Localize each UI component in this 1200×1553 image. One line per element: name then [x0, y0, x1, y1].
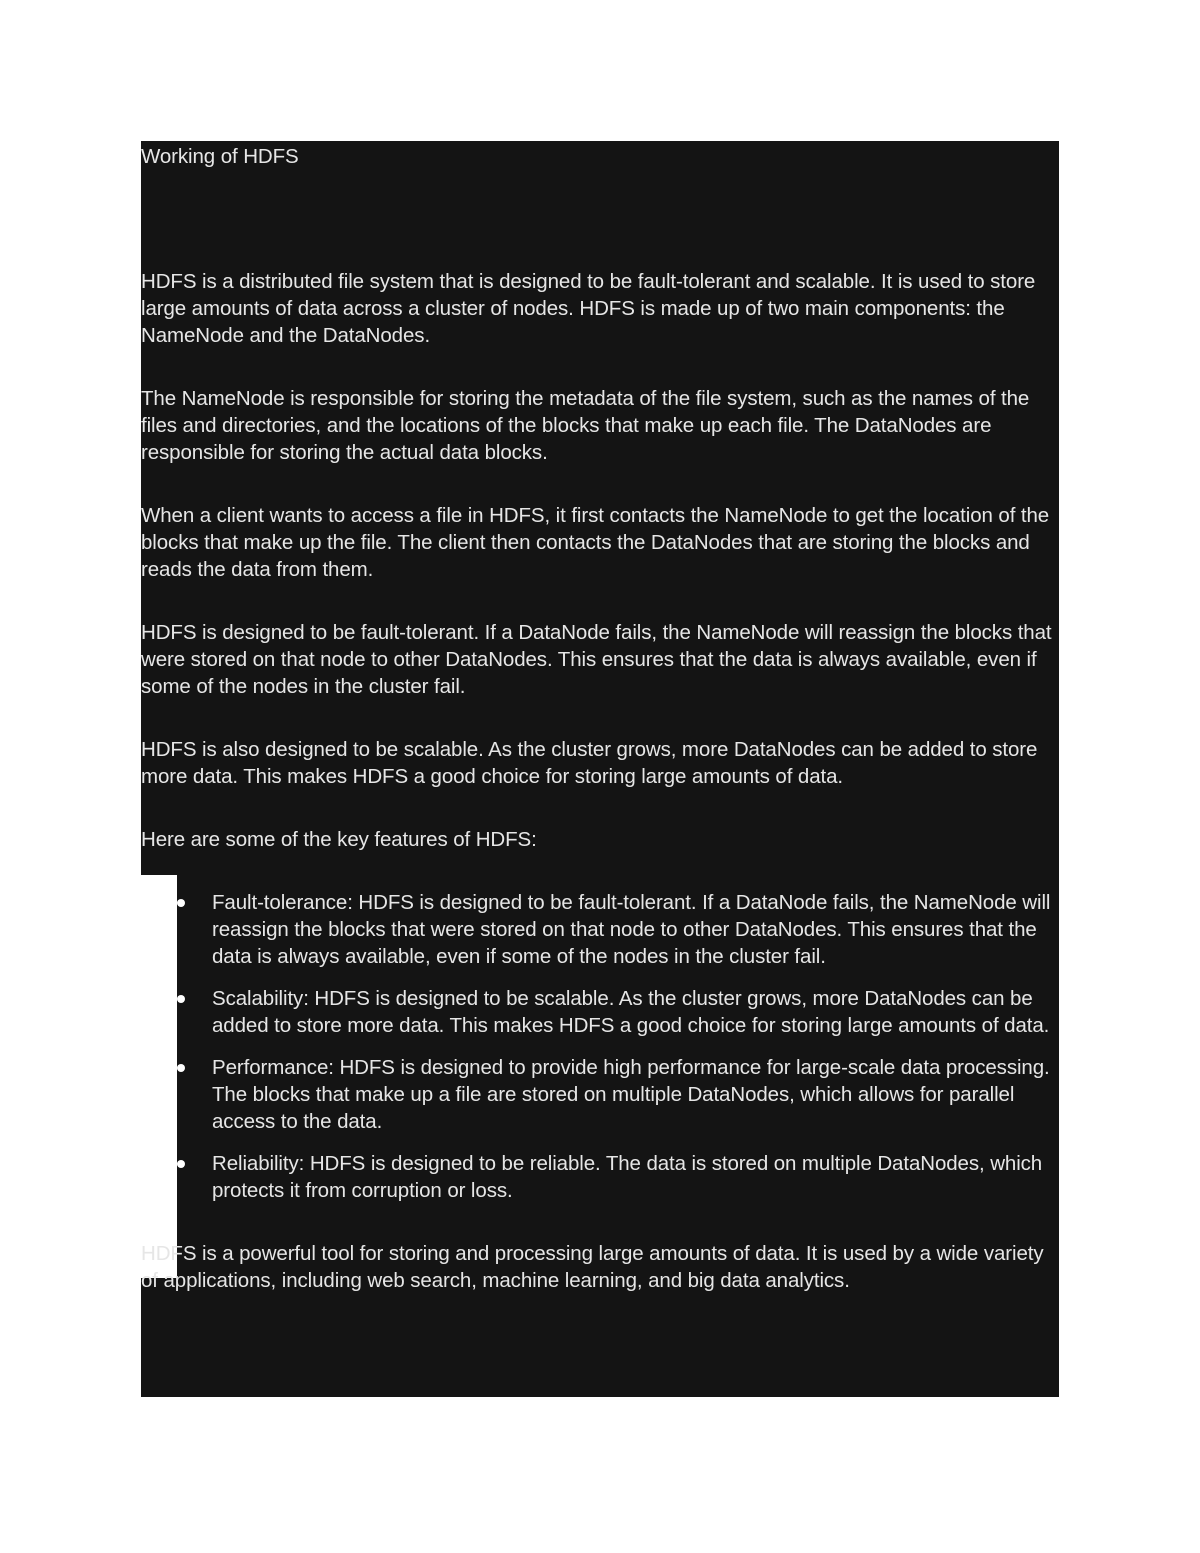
features-intro: Here are some of the key features of HDFS: [141, 828, 537, 851]
paragraph-client-access: When a client wants to access a file in HDFS, it first contacts the NameNode to get the location of the blocks that make up the file. The client then contacts the DataNodes that are storing the blocks and reads the data from them. [141, 504, 1050, 581]
list-item [141, 889, 1059, 970]
document-title: Working of HDFS [141, 145, 299, 168]
document-content [141, 141, 1059, 1294]
feature-text: Reliability: HDFS is designed to be reliable. The data is stored on multiple DataNodes, which protects it from corruption or loss. [212, 1152, 1043, 1202]
bullet-icon [177, 1160, 185, 1168]
paragraph-overview: HDFS is a distributed file system that is designed to be fault-tolerant and scalable. It is used to store large amounts of data across a cluster of nodes. HDFS is made up of two main components: the NameNode and the DataNodes. [141, 270, 1036, 347]
paragraph-fault-tolerance: HDFS is designed to be fault-tolerant. If a DataNode fails, the NameNode will reassign the blocks that were stored on that node to other DataNodes. This ensures that the data is always available, even if some of the nodes in the cluster fail. [141, 621, 1052, 698]
feature-text: Fault-tolerance: HDFS is designed to be fault-tolerant. If a DataNode fails, the NameNode will reassign the blocks that were stored on that node to other DataNodes. This ensures that the data is always available, even if some of the nodes in the cluster fail. [212, 891, 1051, 968]
bullet-icon [177, 899, 185, 907]
paragraph-scalability: HDFS is also designed to be scalable. As the cluster grows, more DataNodes can be added to store more data. This makes HDFS a good choice for storing large amounts of data. [141, 738, 1038, 788]
bullet-icon [177, 995, 185, 1003]
bullet-icon [177, 1064, 185, 1072]
list-item [141, 985, 1059, 1039]
list-item [141, 1150, 1059, 1204]
list-item [141, 1054, 1059, 1135]
paragraph-closing: HDFS is a powerful tool for storing and processing large amounts of data. It is used by a wide variety of applications, including web search, machine learning, and big data analytics. [141, 1242, 1044, 1292]
paragraph-namenode: The NameNode is responsible for storing the metadata of the file system, such as the names of the files and directories, and the locations of the blocks that make up each file. The DataNodes are responsible for storing the actual data blocks. [141, 387, 1030, 464]
feature-text: Scalability: HDFS is designed to be scalable. As the cluster grows, more DataNodes can be added to store more data. This makes HDFS a good choice for storing large amounts of data. [212, 987, 1050, 1037]
feature-text: Performance: HDFS is designed to provide high performance for large-scale data processing. The blocks that make up a file are stored on multiple DataNodes, which allows for parallel access to the data. [212, 1056, 1050, 1133]
features-list [141, 889, 1059, 1204]
